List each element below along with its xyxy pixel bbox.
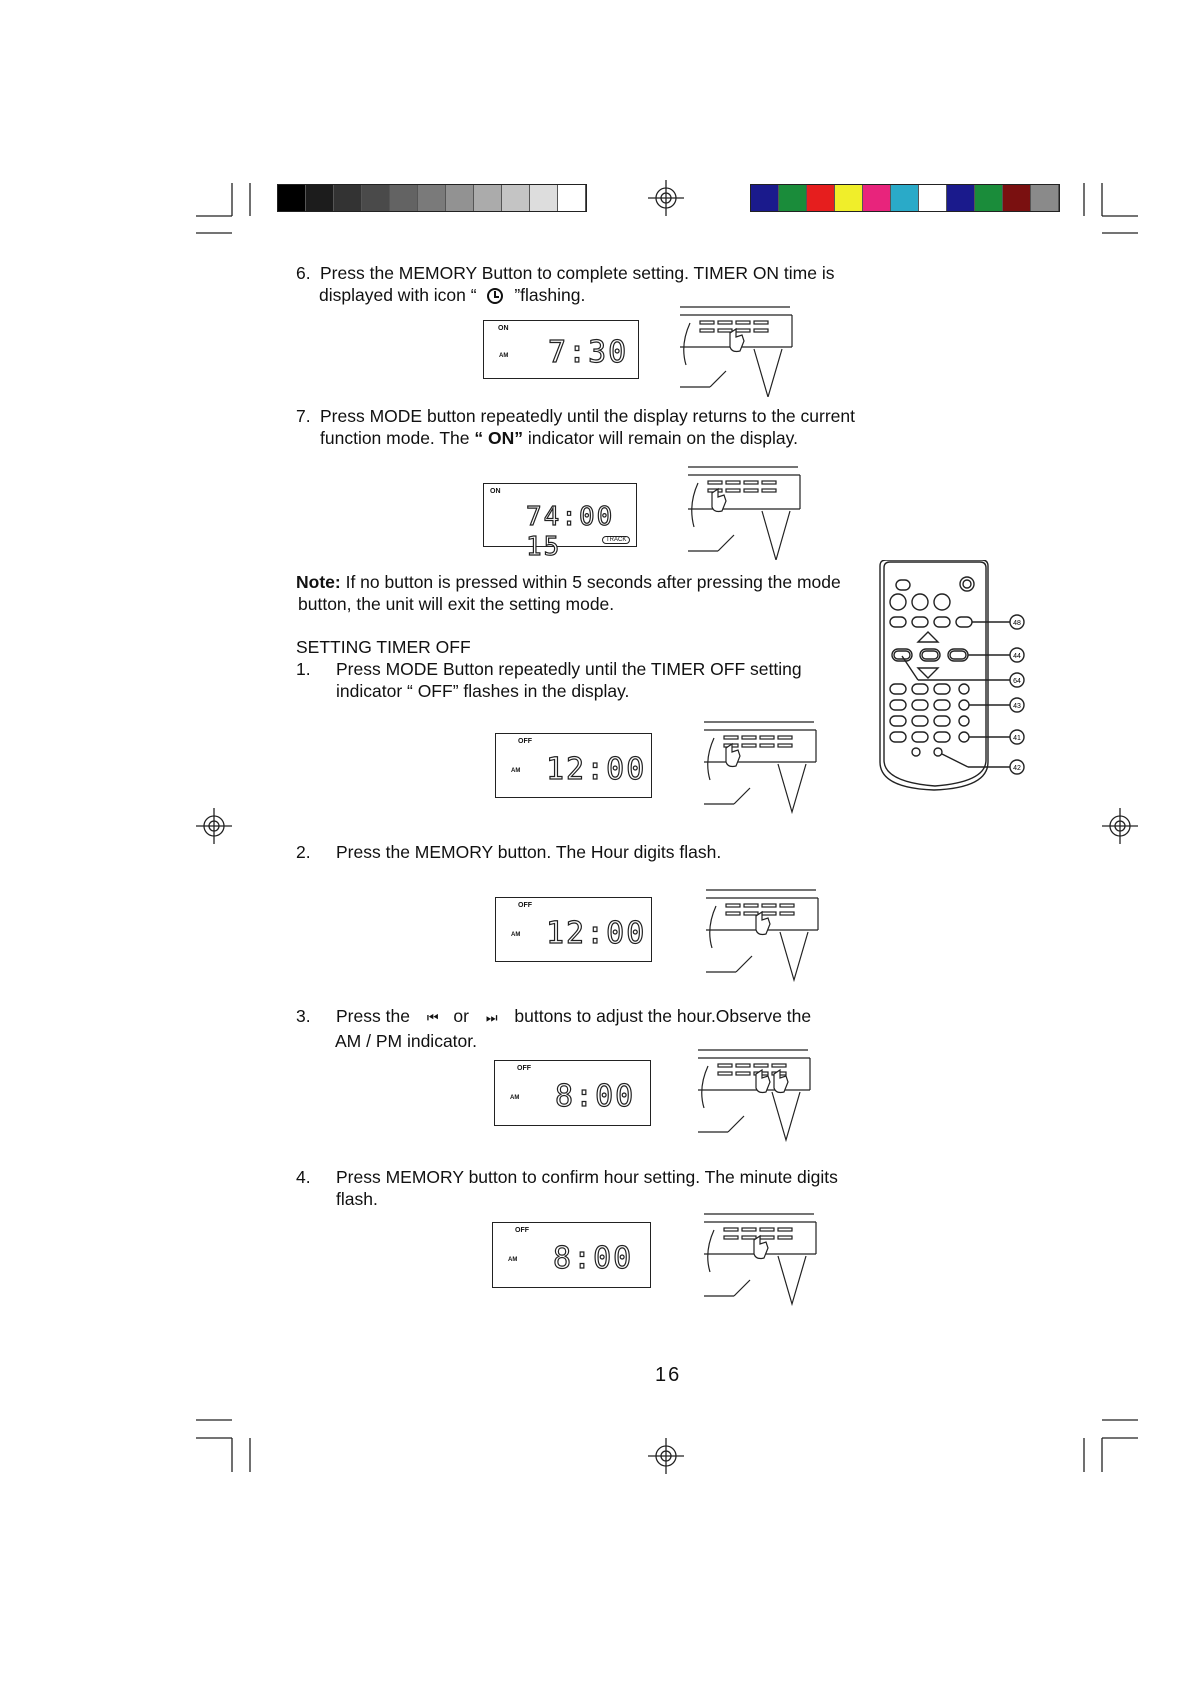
timer-off-step2-number: 2. [296, 842, 311, 862]
lcd-digits: 12:00 [546, 752, 647, 787]
step6-line1: Press the MEMORY Button to complete setting. TIMER ON time is [320, 263, 835, 283]
calibration-swatch [530, 185, 558, 211]
lcd-am-indicator: AM [499, 353, 509, 359]
calibration-swatch [751, 185, 779, 211]
lcd-display-off-step3 [494, 1060, 651, 1126]
lcd-digits: 12:00 [546, 916, 647, 951]
remote-callout-label: 64 [1013, 678, 1021, 685]
lcd-clock-off-indicator: OFF [515, 1227, 529, 1234]
calibration-swatch [835, 185, 863, 211]
calibration-swatch [446, 185, 474, 211]
lcd-digits: 7:30 [548, 335, 629, 370]
lcd-am-indicator: AM [510, 1095, 520, 1101]
step3-or: or [453, 1006, 469, 1026]
calibration-swatch [334, 185, 362, 211]
lcd-display-off-step4 [492, 1222, 651, 1288]
remote-control-illustration [876, 560, 1036, 792]
step6-number: 6. [296, 263, 311, 283]
calibration-swatch [278, 185, 306, 211]
calibration-swatch [779, 185, 807, 211]
calibration-swatch [1031, 185, 1059, 211]
unit-mode-button-illustration [704, 720, 824, 815]
timer-off-heading: SETTING TIMER OFF [296, 637, 471, 657]
step7-line2-pre: function mode. The [320, 428, 470, 448]
step7-line1: Press MODE button repeatedly until the display returns to the current [320, 406, 855, 426]
lcd-clock-off-indicator: OFF [518, 902, 532, 909]
unit-skip-buttons-illustration [698, 1048, 818, 1143]
calibration-swatch [418, 185, 446, 211]
remote-callout-label: 41 [1013, 735, 1021, 742]
lcd-clock-on-indicator: ON [498, 325, 509, 332]
remote-callout-label: 48 [1013, 620, 1021, 627]
timer-off-step2-text: Press the MEMORY button. The Hour digits flash. [336, 842, 722, 862]
step7-on-indicator: “ ON” [474, 428, 523, 448]
lcd-digits: 8:00 [555, 1079, 636, 1114]
calibration-swatch [975, 185, 1003, 211]
lcd-display-off-step1 [495, 733, 652, 798]
calibration-swatch [502, 185, 530, 211]
lcd-digits: 74:00 15 [526, 502, 615, 562]
step6-line2-pre: displayed with icon “ [319, 285, 477, 305]
clock-icon [487, 288, 503, 304]
lcd-am-indicator: AM [508, 1257, 518, 1263]
calibration-swatch [362, 185, 390, 211]
lcd-track-indicator: TRACK [602, 536, 630, 544]
unit-mode-button-illustration [688, 465, 808, 560]
unit-memory-button-illustration [706, 888, 826, 983]
calibration-swatch [807, 185, 835, 211]
step7-line2 [320, 427, 798, 449]
step3-pre: Press the [336, 1006, 410, 1026]
lcd-clock-on-indicator: ON [490, 488, 501, 495]
timer-off-step4-number: 4. [296, 1167, 311, 1187]
color-calibration-strip [750, 184, 1060, 212]
calibration-swatch [891, 185, 919, 211]
note-line1 [296, 571, 841, 593]
lcd-am-indicator: AM [511, 768, 521, 774]
timer-off-step4-line2: flash. [336, 1189, 378, 1209]
timer-off-step1-line2: indicator “ OFF” flashes in the display. [336, 681, 630, 701]
calibration-swatch [306, 185, 334, 211]
lcd-display-step6 [483, 320, 639, 379]
step7-line2-post: indicator will remain on the display. [527, 428, 798, 448]
calibration-swatch [863, 185, 891, 211]
step6-line2 [319, 284, 585, 306]
calibration-swatch [947, 185, 975, 211]
timer-off-step3-number: 3. [296, 1006, 311, 1026]
step6-line2-post: ”flashing. [514, 285, 586, 305]
note-text1: If no button is pressed within 5 seconds after pressing the mode [345, 572, 841, 592]
calibration-swatch [919, 185, 947, 211]
lcd-digits: 8:00 [553, 1241, 634, 1276]
calibration-swatch [1003, 185, 1031, 211]
timer-off-step4-line1: Press MEMORY button to confirm hour setting. The minute digits [336, 1167, 838, 1187]
remote-callout-label: 44 [1013, 653, 1021, 660]
timer-off-step3-line1 [336, 1005, 811, 1029]
step3-post: buttons to adjust the hour.Observe the [514, 1006, 812, 1026]
lcd-display-step7 [483, 483, 637, 562]
remote-callout-label: 43 [1013, 703, 1021, 710]
lcd-clock-off-indicator: OFF [518, 738, 532, 745]
lcd-display-off-step2 [495, 897, 652, 962]
timer-off-step1-line1: Press MODE Button repeatedly until the TIMER OFF setting [336, 659, 802, 679]
prev-track-icon: ⏮ [426, 1010, 439, 1025]
timer-off-step1-number: 1. [296, 659, 311, 679]
lcd-am-indicator: AM [511, 932, 521, 938]
gray-calibration-strip [277, 184, 587, 212]
remote-callout-label: 42 [1013, 765, 1021, 772]
unit-memory-button-illustration [680, 305, 800, 397]
unit-memory-button-illustration [704, 1212, 824, 1307]
calibration-swatch [390, 185, 418, 211]
calibration-swatch [474, 185, 502, 211]
lcd-clock-off-indicator: OFF [517, 1065, 531, 1072]
note-line2: button, the unit will exit the setting mode. [298, 594, 615, 614]
note-label: Note: [296, 572, 341, 592]
page-number: 16 [655, 1364, 682, 1386]
next-track-icon: ⏭ [485, 1010, 498, 1025]
timer-off-step3-line2: AM / PM indicator. [335, 1031, 477, 1051]
step7-number: 7. [296, 406, 311, 426]
calibration-swatch [558, 185, 586, 211]
